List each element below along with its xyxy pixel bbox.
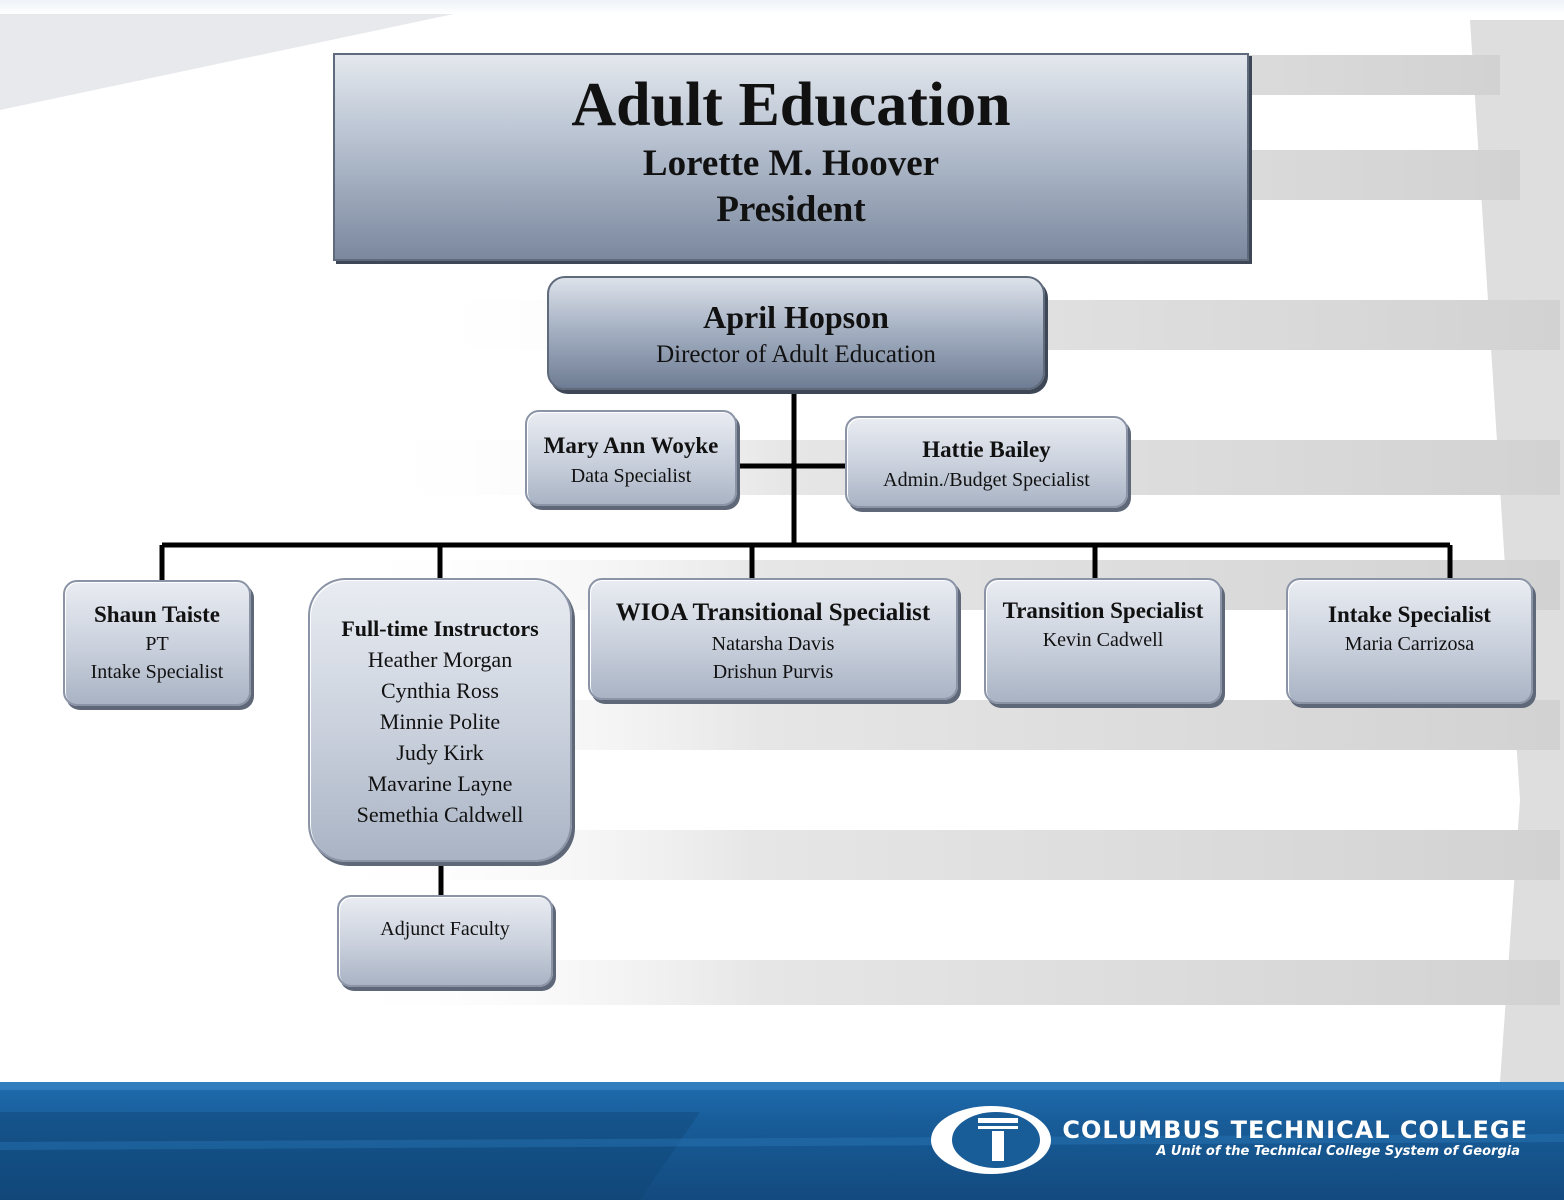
adjunct-faculty-label: Adjunct Faculty xyxy=(380,918,510,940)
intake-specialist-box xyxy=(1286,578,1533,704)
instructor-name: Cynthia Ross xyxy=(381,678,499,703)
data-specialist-box xyxy=(525,410,737,506)
instructor-name: Semethia Caldwell xyxy=(356,802,524,827)
transition-staff-name: Kevin Cadwell xyxy=(1042,629,1164,651)
pt-intake-line: Intake Specialist xyxy=(90,661,224,683)
instructor-name: Heather Morgan xyxy=(367,647,513,672)
intake-heading: Intake Specialist xyxy=(1328,602,1491,627)
fulltime-instructors-box xyxy=(308,578,572,862)
transition-specialist-box xyxy=(984,578,1222,704)
wioa-staff-name: Drishun Purvis xyxy=(712,661,834,683)
transition-heading: Transition Specialist xyxy=(1002,598,1204,623)
data-specialist-name: Mary Ann Woyke xyxy=(543,433,719,458)
wioa-heading: WIOA Transitional Specialist xyxy=(615,599,931,626)
college-logo-icon xyxy=(930,1104,1052,1176)
pt-intake-specialist-box xyxy=(63,580,251,706)
college-tagline: A Unit of the Technical College System of Georgia xyxy=(1156,1144,1520,1159)
president-name: Lorette M. Hoover xyxy=(642,143,940,184)
intake-staff-name: Maria Carrizosa xyxy=(1344,633,1475,655)
budget-specialist-box xyxy=(845,416,1128,508)
director-box xyxy=(547,276,1045,390)
instructor-name: Mavarine Layne xyxy=(367,771,513,796)
director-role: Director of Adult Education xyxy=(656,341,936,368)
budget-specialist-role: Admin./Budget Specialist xyxy=(883,469,1090,491)
data-specialist-role: Data Specialist xyxy=(570,465,692,487)
president-role: President xyxy=(716,189,866,230)
president-box xyxy=(333,53,1249,261)
director-name: April Hopson xyxy=(703,299,889,335)
wioa-staff-name: Natarsha Davis xyxy=(711,633,835,655)
org-title: Adult Education xyxy=(571,71,1011,139)
footer-bar xyxy=(0,1082,1564,1200)
budget-specialist-name: Hattie Bailey xyxy=(922,437,1051,462)
adjunct-faculty-box xyxy=(337,895,553,987)
college-name: COLUMBUS TECHNICAL COLLEGE xyxy=(1062,1116,1528,1144)
pt-intake-line: PT xyxy=(145,633,169,655)
fulltime-instructors-heading: Full-time Instructors xyxy=(341,616,539,641)
instructor-name: Minnie Polite xyxy=(379,709,501,734)
instructor-name: Judy Kirk xyxy=(396,740,484,765)
wioa-specialist-box xyxy=(588,578,958,700)
pt-intake-name: Shaun Taiste xyxy=(94,602,220,627)
